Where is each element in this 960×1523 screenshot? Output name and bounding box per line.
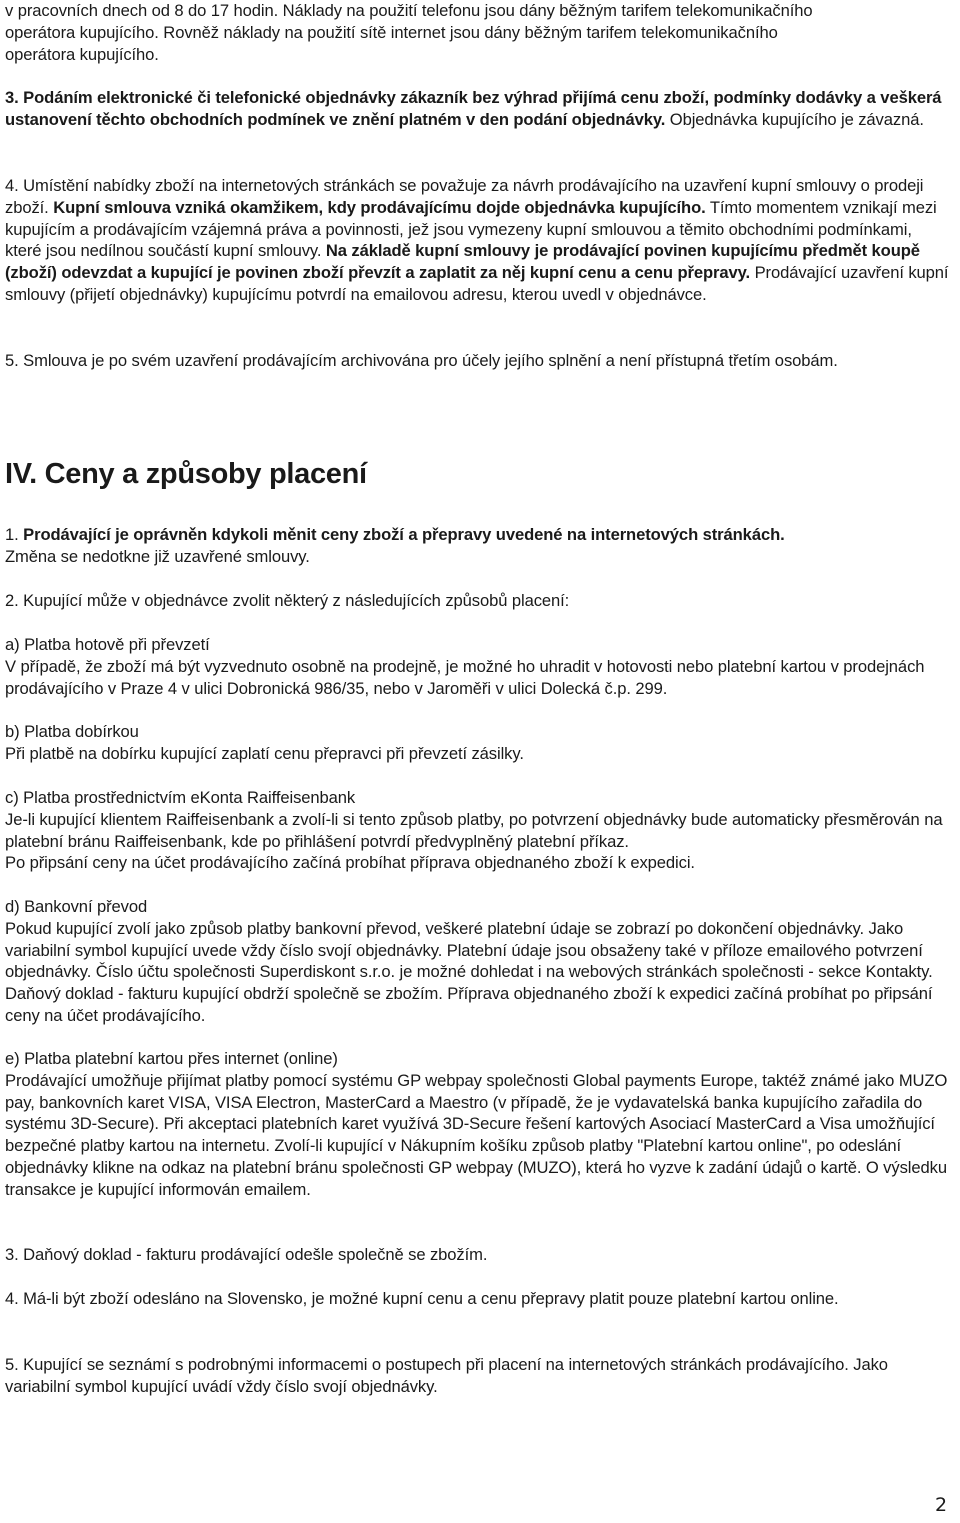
payment-card [5, 1048, 950, 1201]
pricing-1-number: 1. [5, 525, 24, 544]
section-4-bold-2: Na základě kupní smlouvy je prodávající povinen kupujícímu předmět koupě (zboží) odevzdat a kupující je povinen zboží převzít a zaplatit za něj kupní cenu a cenu přepravy. [5, 241, 920, 283]
payment-transfer-text: Pokud kupující zvolí jako způsob platby bankovní převod, veškeré platební údaje se zobrazí po dokončení objednávky. Jako variabilní symbol kupující uvede vždy číslo svojí objednávky. Platební údaje jsou obsaženy také v příloze emailového potvrzení objednávky. Číslo účtu společnosti Superdiskont s.r.o. je možné dohledat i na webových stránkách společnosti - sekce Kontakty. Daňový doklad - fakturu kupující obdrží společně se zbožím. Příprava objednaného zboží k expedici začíná probíhat po připsání ceny na účet prodávajícího. [5, 918, 933, 1025]
section-4-bold-1: Kupní smlouva vzniká okamžikem, kdy prodávajícímu dojde objednávka kupujícího. [53, 197, 706, 217]
section-5 [5, 350, 950, 372]
section-heading: IV. Ceny a způsoby placení [5, 458, 367, 490]
section-3 [5, 87, 950, 131]
pricing-paragraph-1 [5, 524, 950, 568]
section-4-text-1: 4. Umístění nabídky zboží na internetových stránkách se považuje za návrh prodávajícího na uzavření kupní smlouvy o prodeji zboží. [5, 176, 924, 217]
payment-cod [5, 721, 950, 765]
intro-paragraph [5, 0, 950, 65]
intro-line-2: operátora kupujícího. Rovněž náklady na použití sítě internet jsou dány běžným tarifem telekomunikačního [5, 22, 778, 42]
section-4 [5, 175, 950, 306]
payment-cod-title: b) Platba dobírkou [5, 722, 139, 741]
pricing-2-text: 2. Kupující může v objednávce zvolit některý z následujících způsobů placení: [5, 591, 570, 610]
payment-transfer [5, 896, 950, 1027]
section-4-text-2: Tímto momentem vznikají mezi kupujícím a prodávajícím vzájemná práva a povinnosti, jež jsou vymezeny kupní smlouvou a těmito obchodními podmínkami, které jsou nedílnou součástí kupní smlouvy. [5, 197, 937, 261]
section-3-bold: 3. Podáním elektronické či telefonické objednávky zákazník bez výhrad přijímá cenu zboží, podmínky dodávky a veškerá ustanovení těchto obchodních podmínek ve znění platném v den podání objednávky. [5, 88, 942, 129]
section-4-text-3: Prodávající uzavření kupní smlouvy (přijetí objednávky) kupujícímu potvrdí na emailovou adresu, kterou uvedl v objednávce. [5, 263, 949, 304]
section-3-normal: Objednávka kupujícího je závazná. [669, 109, 924, 129]
pricing-1-normal: Změna se nedotkne již uzavřené smlouvy. [5, 546, 310, 566]
pricing-paragraph-5 [5, 1354, 950, 1398]
pricing-3-text: 3. Daňový doklad - fakturu prodávající odešle společně se zbožím. [5, 1245, 488, 1264]
payment-card-text: Prodávající umožňuje přijímat platby pomocí systému GP webpay společnosti Global payments Europe, taktéž známé jako MUZO pay, bankovních karet VISA, VISA Electron, MasterCard a Maestro (v případě, že je vydavatelská banka kupujícího zařadila do systému 3D-Secure). Při akceptaci platebních karet využívá 3D-Secure řešení kartových Asociací MasterCard a Visa umožňující bezpečné platby kartou na internetu. Zvolí-li kupující v Nákupním košíku způsob platby "Platební kartou online", po odeslání objednávky klikne na odkaz na platební bránu společnosti GP webpay (MUZO), která ho vyzve k zadání údajů o kartě. O výsledku transakce je kupující informován emailem. [5, 1070, 948, 1199]
section-5-text: 5. Smlouva je po svém uzavření prodávajícím archivována pro účely jejího splnění a není přístupná třetím osobám. [5, 351, 838, 370]
pricing-5-text: 5. Kupující se seznámí s podrobnými informacemi o postupech při placení na internetových stránkách prodávajícího. Jako variabilní symbol kupující uvádí vždy číslo svojí objednávky. [5, 1355, 888, 1396]
payment-ekonto-text-2: Po připsání ceny na účet prodávajícího začíná probíhat příprava objednaného zboží k expedici. [5, 853, 695, 873]
payment-transfer-title: d) Bankovní převod [5, 897, 148, 916]
intro-line-3: operátora kupujícího. [5, 44, 159, 64]
payment-cash-title: a) Platba hotově při převzetí [5, 635, 210, 654]
payment-ekonto-title: c) Platba prostřednictvím eKonta Raiffeisenbank [5, 788, 356, 807]
payment-ekonto-text-1: Je-li kupující klientem Raiffeisenbank a zvolí-li si tento způsob platby, po potvrzení objednávky bude automaticky přesměrován na platební bránu Raiffeisenbank, kde po přihlášení potvrdí předvyplněný platební příkaz. [5, 809, 943, 851]
pricing-4-text: 4. Má-li být zboží odesláno na Slovensko, je možné kupní cenu a cenu přepravy platit pouze platební kartou online. [5, 1289, 839, 1308]
pricing-paragraph-4 [5, 1288, 950, 1310]
pricing-paragraph-3 [5, 1244, 950, 1266]
payment-cod-text: Při platbě na dobírku kupující zaplatí cenu přepravci při převzetí zásilky. [5, 743, 524, 763]
payment-card-title: e) Platba platební kartou přes internet (online) [5, 1049, 338, 1068]
payment-cash-text: V případě, že zboží má být vyzvednuto osobně na prodejně, je možné ho uhradit v hotovosti nebo platební kartou v prodejnách prodávajícího v Praze 4 v ulici Dobronická 986/35, nebo v Jaroměři v ulici Dolecká č.p. 299. [5, 656, 925, 698]
pricing-paragraph-2 [5, 590, 950, 612]
payment-cash [5, 634, 950, 699]
page-number: 2 [935, 1494, 948, 1516]
pricing-1-bold: Prodávající je oprávněn kdykoli měnit ceny zboží a přepravy uvedené na internetových stránkách. [23, 525, 785, 544]
payment-ekonto [5, 787, 950, 874]
intro-line-1: v pracovních dnech od 8 do 17 hodin. Náklady na použití telefonu jsou dány běžným tarifem telekomunikačního [5, 1, 813, 20]
